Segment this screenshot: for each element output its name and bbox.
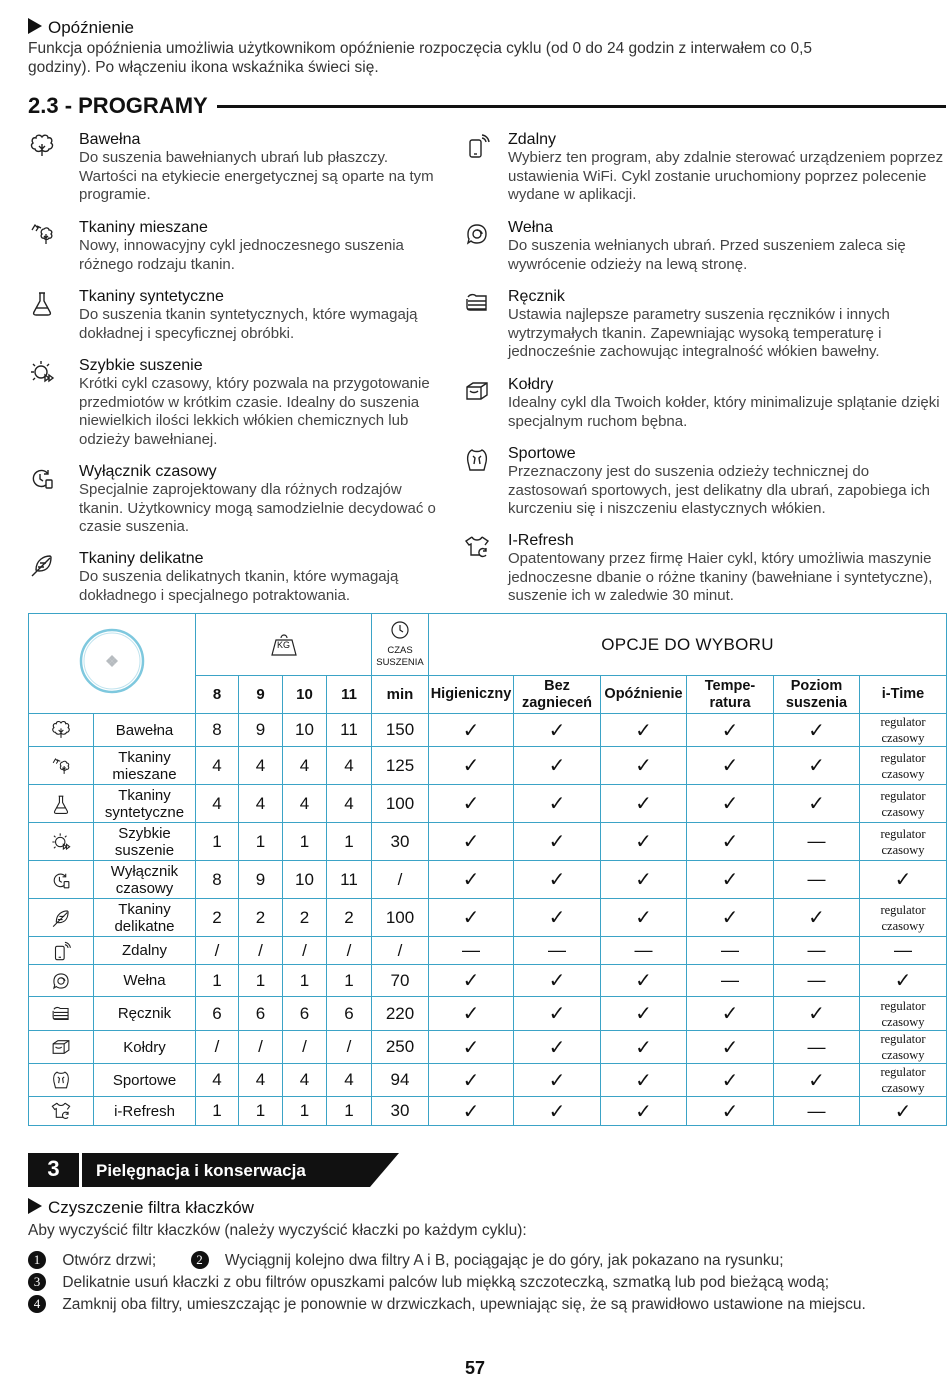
regulator-text: czasowy	[881, 1014, 925, 1029]
regulator-text: czasowy	[881, 731, 925, 745]
check-icon: ✓	[687, 714, 774, 747]
check-icon: ✓	[514, 1031, 601, 1064]
load-value: 1	[327, 823, 372, 861]
regulator-text: czasowy	[881, 918, 925, 933]
feather-icon	[29, 899, 94, 937]
table-row	[29, 1097, 947, 1126]
filter-step-row-2	[28, 1273, 948, 1293]
cotton-icon	[28, 132, 56, 160]
filter-intro: Aby wyczyścić filtr kłaczków (należy wyczyścić kłaczki po każdym cyklu):	[28, 1222, 527, 1239]
load-value: /	[327, 1031, 372, 1064]
program-name-line: Sportowe	[112, 1071, 177, 1089]
table-row	[29, 747, 947, 785]
not-available-dash: —	[774, 1031, 860, 1064]
time-value: 70	[372, 965, 429, 997]
wool-icon	[463, 220, 491, 248]
load-value: 9	[239, 861, 283, 899]
program-name-line: Szybkie	[118, 824, 171, 842]
program-name-line: suszenie	[114, 841, 175, 859]
program-description: Nowy, innowacyjny cykl jednoczesnego suszenia różnego rodzaju tkanin.	[79, 237, 404, 273]
mixed-fabrics-icon	[29, 747, 94, 785]
option-header	[860, 676, 947, 714]
step-number: 3	[28, 1273, 46, 1291]
load-value: 1	[196, 965, 239, 997]
not-available-dash: —	[774, 1097, 860, 1126]
load-value: 4	[239, 785, 283, 823]
regulator-text: czasowy	[881, 1048, 925, 1062]
time-value: 94	[372, 1064, 429, 1097]
program-name	[94, 861, 196, 899]
step-text: Wyciągnij kolejno dwa filtry A i B, pociągając je do góry, jak pokazano na rysunku;	[224, 1252, 784, 1269]
not-available-dash: —	[514, 937, 601, 965]
sport-icon	[463, 446, 491, 474]
load-value: 6	[196, 997, 239, 1031]
program-title: Bawełna	[79, 131, 141, 148]
program-name	[94, 1097, 196, 1126]
delay-title: Opóźnienie	[48, 18, 135, 37]
load-header: 9	[239, 676, 283, 714]
check-icon: ✓	[429, 899, 514, 937]
quick-dry-icon	[29, 823, 94, 861]
check-icon: ✓	[860, 861, 947, 899]
load-value: 6	[239, 997, 283, 1031]
load-value: /	[196, 1031, 239, 1064]
program-description: Ustawia najlepsze parametry suszenia ręczników i innych wytrzymałych tkanin. Zapewniając wysoką temperaturę i jednocześnie zachowując integralność włókien bawełny.	[508, 306, 890, 360]
program-name-line: Wyłącznik	[110, 862, 179, 880]
program-description: Specjalnie zaprojektowany dla różnych rodzajów tkanin. Użytkownicy mogą samodzielnie decydować o czasie suszenia.	[79, 481, 436, 535]
delay-text: Funkcja opóźnienia umożliwia użytkownikom opóźnienie rozpoczęcia cyklu (od 0 do 24 godzin z interwałem co 0,5 godziny). Po włączeniu ikona wskaźnika świeci się.	[28, 40, 813, 76]
check-icon: ✓	[860, 965, 947, 997]
load-value: 1	[239, 965, 283, 997]
option-header-line: suszenia	[785, 694, 848, 711]
check-icon: ✓	[687, 823, 774, 861]
program-description: Idealny cykl dla Twoich kołder, który minimalizuje splątanie dzięki specjalnym ruchom bębna.	[508, 394, 940, 430]
program-name-line: i-Refresh	[114, 1102, 175, 1120]
load-value: 6	[283, 997, 327, 1031]
check-icon: ✓	[601, 899, 687, 937]
heading-rule	[217, 105, 946, 108]
program-name	[94, 997, 196, 1031]
time-value: 100	[372, 785, 429, 823]
check-icon: ✓	[514, 965, 601, 997]
program-name	[94, 937, 196, 965]
option-header-line: Higieniczny	[430, 686, 512, 702]
time-value: 30	[372, 823, 429, 861]
option-header-line: ratura	[709, 694, 751, 711]
regulator-cell	[860, 997, 947, 1031]
check-icon: ✓	[429, 823, 514, 861]
check-icon: ✓	[514, 747, 601, 785]
check-icon: ✓	[601, 747, 687, 785]
regulator-cell	[860, 747, 947, 785]
time-value: 125	[372, 747, 429, 785]
filter-title: Czyszczenie filtra kłaczków	[48, 1198, 254, 1217]
table-row	[29, 899, 947, 937]
program-title: I-Refresh	[508, 532, 574, 549]
load-value: /	[283, 1031, 327, 1064]
time-value: /	[372, 937, 429, 965]
load-value: 4	[283, 785, 327, 823]
not-available-dash: —	[774, 965, 860, 997]
load-value: 4	[327, 1064, 372, 1097]
time-value: 100	[372, 899, 429, 937]
option-header	[601, 676, 687, 714]
load-value: /	[196, 937, 239, 965]
not-available-dash: —	[601, 937, 687, 965]
table-row	[29, 1064, 947, 1097]
program-name	[94, 965, 196, 997]
regulator-text: czasowy	[881, 766, 925, 781]
program-name-line: Bawełna	[115, 721, 174, 739]
regulator-cell	[860, 714, 947, 747]
option-header-line: i-Time	[881, 686, 925, 702]
load-value: 4	[239, 1064, 283, 1097]
wool-icon	[29, 965, 94, 997]
program-title: Wełna	[508, 219, 554, 236]
program-name-line: czasowy	[115, 879, 174, 897]
regulator-text: regulator	[880, 826, 926, 841]
program-name-line: syntetyczne	[104, 803, 185, 821]
regulator-text: regulator	[880, 750, 926, 765]
step-text: Delikatnie usuń kłaczki z obu filtrów opuszkami palców lub miękką szczoteczką, szmatką lub pod bieżącą wodą;	[62, 1274, 830, 1291]
program-description: Do suszenia tkanin syntetycznych, które wymagają dokładnej i specyficznej obróbki.	[79, 306, 418, 342]
program-title: Szybkie suszenie	[79, 357, 203, 374]
play-triangle-icon	[28, 18, 42, 34]
load-value: 1	[327, 965, 372, 997]
check-icon: ✓	[860, 1097, 947, 1126]
step-number: 1	[28, 1251, 46, 1269]
load-value: 2	[196, 899, 239, 937]
check-icon: ✓	[514, 1097, 601, 1126]
program-name-line: Tkaniny	[118, 900, 171, 918]
program-name-line: Tkaniny	[118, 748, 171, 766]
regulator-text: czasowy	[881, 842, 925, 857]
check-icon: ✓	[687, 997, 774, 1031]
load-value: /	[327, 937, 372, 965]
time-value: 220	[372, 997, 429, 1031]
time-header-cell	[372, 614, 429, 676]
load-value: 4	[283, 747, 327, 785]
program-description: Opatentowany przez firmę Haier cykl, który umożliwia maszynie jednoczesne dbanie o różne tkaniny (bawełniane i syntetyczne), suszenie ich w zaledwie 30 minut.	[508, 550, 933, 604]
load-header: 8	[196, 676, 239, 714]
regulator-cell	[860, 785, 947, 823]
irefresh-icon	[29, 1097, 94, 1126]
load-value: 4	[283, 1064, 327, 1097]
program-name-line: Ręcznik	[117, 1005, 172, 1022]
time-value: 150	[372, 714, 429, 747]
load-value: 1	[196, 823, 239, 861]
check-icon: ✓	[429, 714, 514, 747]
load-value: 1	[283, 1097, 327, 1126]
check-icon: ✓	[687, 785, 774, 823]
table-row	[29, 937, 947, 965]
section-number: 3	[47, 1156, 60, 1181]
mixed-fabrics-icon	[28, 220, 56, 248]
timer-switch-icon	[28, 464, 56, 492]
check-icon: ✓	[429, 997, 514, 1031]
cotton-icon	[29, 714, 94, 747]
option-header-line: Tempe-	[704, 677, 756, 694]
load-value: 10	[283, 714, 327, 747]
load-value: 4	[196, 747, 239, 785]
load-value: 8	[196, 861, 239, 899]
program-name	[94, 1031, 196, 1064]
option-header	[687, 676, 774, 714]
check-icon: ✓	[601, 823, 687, 861]
load-value: 10	[283, 861, 327, 899]
program-name	[94, 899, 196, 937]
not-available-dash: —	[429, 937, 514, 965]
option-header-line: Opóźnienie	[604, 686, 683, 702]
load-value: 1	[327, 1097, 372, 1126]
program-name-line: Wełna	[123, 972, 166, 989]
regulator-text: regulator	[880, 1032, 926, 1046]
timer-switch-icon	[29, 861, 94, 899]
regulator-text: czasowy	[881, 1081, 925, 1095]
program-name	[94, 823, 196, 861]
load-header: 11	[327, 676, 372, 714]
program-name-line: Kołdry	[123, 1038, 166, 1056]
check-icon: ✓	[429, 1097, 514, 1126]
option-header	[774, 676, 860, 714]
load-value: 11	[327, 861, 372, 899]
section-3-banner	[28, 1153, 399, 1187]
section-title: Pielęgnacja i konserwacja	[96, 1161, 306, 1180]
table-row	[29, 997, 947, 1031]
regulator-text: regulator	[880, 998, 926, 1013]
load-value: /	[239, 937, 283, 965]
program-name-line: Zdalny	[121, 942, 168, 959]
program-title: Sportowe	[508, 445, 576, 462]
check-icon: ✓	[429, 1064, 514, 1097]
regulator-text: regulator	[880, 902, 926, 917]
check-icon: ✓	[601, 1097, 687, 1126]
step-number: 2	[191, 1251, 209, 1269]
load-value: 1	[283, 823, 327, 861]
check-icon: ✓	[429, 861, 514, 899]
load-header: min	[372, 676, 429, 714]
programs-options-table	[28, 613, 947, 1126]
check-icon: ✓	[429, 747, 514, 785]
time-value: /	[372, 861, 429, 899]
page-number: 57	[464, 1358, 486, 1378]
load-value: /	[239, 1031, 283, 1064]
check-icon: ✓	[687, 861, 774, 899]
table-row	[29, 714, 947, 747]
check-icon: ✓	[429, 1031, 514, 1064]
table-row	[29, 1031, 947, 1064]
program-title: Wyłącznik czasowy	[79, 463, 217, 480]
load-value: 1	[196, 1097, 239, 1126]
check-icon: ✓	[687, 1031, 774, 1064]
not-available-dash: —	[687, 965, 774, 997]
program-name-line: Tkaniny	[118, 786, 171, 804]
load-value: 2	[327, 899, 372, 937]
program-title: Tkaniny delikatne	[79, 550, 204, 567]
program-description: Wybierz ten program, aby zdalnie sterować urządzeniem poprzez ustawienia WiFi. Cykl zostanie uruchomiony poprzez polecenie wydane w aplikacji.	[508, 149, 944, 203]
check-icon: ✓	[774, 997, 860, 1031]
dryer-dial-cell	[29, 614, 196, 714]
option-header-line: Poziom	[790, 677, 843, 694]
step-number: 4	[28, 1295, 46, 1313]
not-available-dash: —	[860, 937, 947, 965]
flask-icon	[28, 289, 56, 317]
check-icon: ✓	[514, 997, 601, 1031]
program-name	[94, 785, 196, 823]
program-title: Ręcznik	[508, 288, 565, 305]
check-icon: ✓	[601, 997, 687, 1031]
regulator-text: czasowy	[881, 804, 925, 819]
clock-icon	[390, 620, 410, 640]
regulator-text: regulator	[880, 1065, 926, 1079]
load-value: 8	[196, 714, 239, 747]
delay-heading	[28, 18, 134, 38]
table-row	[29, 785, 947, 823]
program-name	[94, 714, 196, 747]
check-icon: ✓	[514, 714, 601, 747]
towel-icon	[29, 997, 94, 1031]
not-available-dash: —	[687, 937, 774, 965]
load-value: 2	[239, 899, 283, 937]
filter-step-row-3	[28, 1295, 948, 1315]
check-icon: ✓	[601, 714, 687, 747]
load-value: 1	[239, 1097, 283, 1126]
kg-label: KG	[276, 640, 290, 650]
check-icon: ✓	[687, 747, 774, 785]
option-header-line: Bez	[544, 677, 570, 694]
option-header	[514, 676, 601, 714]
option-header	[429, 676, 514, 714]
check-icon: ✓	[774, 714, 860, 747]
dryer-dial-icon	[77, 626, 147, 696]
check-icon: ✓	[514, 823, 601, 861]
time-value: 250	[372, 1031, 429, 1064]
towel-icon	[463, 289, 491, 317]
time-value: 30	[372, 1097, 429, 1126]
flask-icon	[29, 785, 94, 823]
load-value: 11	[327, 714, 372, 747]
check-icon: ✓	[429, 965, 514, 997]
check-icon: ✓	[601, 1031, 687, 1064]
regulator-cell	[860, 899, 947, 937]
filter-step-row-1	[28, 1251, 948, 1271]
table-row	[29, 823, 947, 861]
load-value: 4	[239, 747, 283, 785]
play-triangle-icon	[28, 1198, 42, 1214]
load-value: 2	[283, 899, 327, 937]
check-icon: ✓	[687, 899, 774, 937]
not-available-dash: —	[774, 937, 860, 965]
program-description: Do suszenia bawełnianych ubrań lub płaszczy. Wartości na etykiecie energetycznej są oparte na tym programie.	[79, 149, 434, 203]
options-header: OPCJE DO WYBORU	[429, 614, 947, 676]
check-icon: ✓	[514, 861, 601, 899]
program-title: Tkaniny mieszane	[79, 219, 208, 236]
check-icon: ✓	[514, 899, 601, 937]
program-description: Krótki cykl czasowy, który pozwala na przygotowanie przedmiotów w krótkim czasie. Idealny do suszenia niewielkich ilości lekkich włókien chemicznych lub odzieży bawełnianej.	[79, 375, 430, 448]
regulator-text: regulator	[880, 788, 926, 803]
duvet-icon	[463, 377, 491, 405]
load-value: 4	[196, 785, 239, 823]
not-available-dash: —	[774, 823, 860, 861]
remote-phone-icon	[29, 937, 94, 965]
program-description: Przeznaczony jest do suszenia odzieży technicznej do zastosowań sportowych, jest delikatny dla ubrań, zapobiega ich kurczeniu się i niszczeniu elastycznych włókien.	[508, 463, 930, 517]
program-name-line: mieszane	[112, 765, 177, 783]
program-name	[94, 1064, 196, 1097]
check-icon: ✓	[429, 785, 514, 823]
table-row	[29, 965, 947, 997]
load-value: /	[283, 937, 327, 965]
program-name	[94, 747, 196, 785]
check-icon: ✓	[601, 861, 687, 899]
load-value: 4	[196, 1064, 239, 1097]
check-icon: ✓	[514, 1064, 601, 1097]
program-title: Zdalny	[508, 131, 557, 148]
check-icon: ✓	[774, 747, 860, 785]
check-icon: ✓	[687, 1064, 774, 1097]
check-icon: ✓	[774, 785, 860, 823]
step-text: Zamknij oba filtry, umieszczając je ponownie w drzwiczkach, upewniając się, że są prawidłowo ustawione na miejscu.	[62, 1296, 866, 1313]
not-available-dash: —	[774, 861, 860, 899]
irefresh-icon	[463, 533, 491, 561]
sport-icon	[29, 1064, 94, 1097]
option-header-line: zagnieceń	[521, 694, 593, 711]
time-label-1: CZAS	[387, 645, 413, 656]
load-value: 1	[239, 823, 283, 861]
load-value: 6	[327, 997, 372, 1031]
regulator-text: regulator	[880, 715, 926, 729]
load-header-cell	[196, 614, 372, 676]
check-icon: ✓	[601, 1064, 687, 1097]
load-value: 4	[327, 785, 372, 823]
load-header: 10	[283, 676, 327, 714]
program-title: Kołdry	[508, 376, 554, 393]
check-icon: ✓	[687, 1097, 774, 1126]
regulator-cell	[860, 1031, 947, 1064]
duvet-icon	[29, 1031, 94, 1064]
check-icon: ✓	[774, 899, 860, 937]
check-icon: ✓	[601, 965, 687, 997]
step-text: Otwórz drzwi;	[62, 1252, 157, 1269]
check-icon: ✓	[601, 785, 687, 823]
load-value: 9	[239, 714, 283, 747]
feather-icon	[28, 551, 56, 579]
quick-dry-icon	[28, 358, 56, 386]
program-title: Tkaniny syntetyczne	[79, 288, 224, 305]
filter-heading	[28, 1198, 254, 1218]
check-icon: ✓	[514, 785, 601, 823]
program-description: Do suszenia delikatnych tkanin, które wymagają dokładnego i specjalnego potraktowania.	[79, 568, 399, 604]
load-value: 4	[327, 747, 372, 785]
remote-phone-icon	[463, 132, 491, 160]
program-description: Do suszenia wełnianych ubrań. Przed suszeniem zaleca się wywrócenie odzieży na lewą stronę.	[508, 237, 906, 273]
programs-heading: 2.3 - PROGRAMY	[28, 93, 208, 118]
regulator-cell	[860, 823, 947, 861]
check-icon: ✓	[774, 1064, 860, 1097]
program-name-line: delikatne	[114, 917, 175, 935]
time-label-2: SUSZENIA	[376, 657, 424, 668]
regulator-cell	[860, 1064, 947, 1097]
table-row	[29, 861, 947, 899]
load-value: 1	[283, 965, 327, 997]
